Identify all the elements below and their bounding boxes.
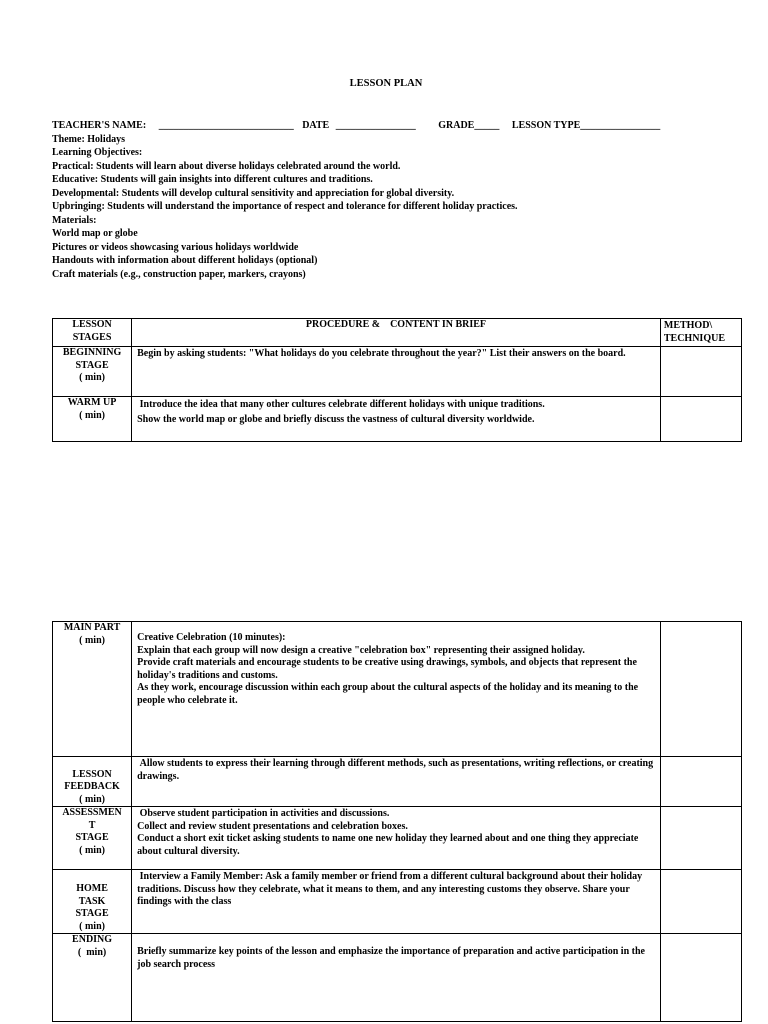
method-cell — [660, 622, 741, 757]
stage-cell: LESSON FEEDBACK ( min) — [53, 757, 132, 807]
stage-cell: ENDING ( min) — [53, 934, 132, 1022]
table-row — [53, 757, 742, 807]
method-cell — [660, 934, 741, 1022]
method-cell — [660, 807, 741, 870]
info-line: Developmental: Students will develop cultural sensitivity and appreciation for global diversity. — [52, 187, 455, 199]
procedure-cell: Interview a Family Member: Ask a family member or friend from a different cultural background about their holiday traditions. Discuss how they celebrate, what it means to them, and any interesting customs they observe. Share your findings with the class — [132, 870, 661, 934]
date-blank: ________________ — [335, 120, 416, 131]
method-cell — [660, 397, 741, 442]
procedure-cell: Creative Celebration (10 minutes): Explain that each group will now design a creative "celebration box" representing their assigned holiday. Provide craft materials and encourage students to be creative using drawings, symbols, and objects that represent the holiday's traditions and customs. As they work, encourage discussion within each group about the cultural aspects of the holiday and its meaning to the people who celebrate it. — [132, 622, 661, 757]
table-row — [53, 622, 742, 757]
stage-cell: BEGINNING STAGE ( min) — [53, 347, 132, 397]
procedure-cell: Introduce the idea that many other cultures celebrate different holidays with unique traditions. Show the world map or globe and briefly discuss the vastness of cultural diversity worldwide. — [132, 397, 661, 442]
header-procedure: PROCEDURE & CONTENT IN BRIEF — [132, 319, 661, 347]
table-header-row — [53, 319, 742, 347]
info-line: Pictures or videos showcasing various holidays worldwide — [52, 241, 299, 253]
table-row — [53, 347, 742, 397]
info-line: Educative: Students will gain insights into different cultures and traditions. — [52, 174, 373, 185]
info-line: Practical: Students will learn about diverse holidays celebrated around the world. — [52, 160, 401, 172]
lesson-info — [52, 120, 752, 282]
teacher-name-blank: ___________________________ — [158, 120, 294, 131]
method-cell — [660, 347, 741, 397]
header-lesson-stages: LESSON STAGES — [53, 319, 132, 347]
table-row — [53, 934, 742, 1022]
header-method: METHOD\ TECHNIQUE — [660, 319, 741, 347]
procedure-cell: Observe student participation in activities and discussions. Collect and review student presentations and celebration boxes. Conduct a short exit ticket asking students to name one new holiday they learned about and one thing they appreciate about cultural diversity. — [132, 807, 661, 870]
info-line: Materials: — [52, 214, 97, 226]
lesson-type-label: LESSON TYPE________________ — [511, 120, 661, 131]
info-line: Theme: Holidays — [52, 133, 126, 145]
stage-cell: WARM UP ( min) — [53, 397, 132, 442]
table-row — [53, 397, 742, 442]
procedure-cell: Allow students to express their learning through different methods, such as presentations, writing reflections, or creating drawings. — [132, 757, 661, 807]
teacher-name-label: TEACHER'S NAME: — [52, 120, 147, 131]
procedure-cell: Briefly summarize key points of the lesson and emphasize the importance of preparation and active participation in the job search process — [132, 934, 661, 1022]
grade-label: GRADE_____ — [438, 120, 500, 131]
document-title: LESSON PLAN — [349, 78, 423, 89]
method-cell — [660, 757, 741, 807]
stage-cell: MAIN PART ( min) — [53, 622, 132, 757]
info-line: Handouts with information about different holidays (optional) — [52, 255, 318, 266]
date-label: DATE — [302, 120, 330, 131]
table-row — [53, 870, 742, 934]
stage-cell: ASSESSMEN T STAGE ( min) — [53, 807, 132, 870]
stage-cell: HOME TASK STAGE ( min) — [53, 870, 132, 934]
info-line: Learning Objectives: — [52, 147, 143, 158]
info-line: Craft materials (e.g., construction paper, markers, crayons) — [52, 268, 306, 280]
info-line: World map or globe — [52, 228, 138, 239]
lesson-table-top — [52, 318, 742, 442]
header-fields — [52, 120, 752, 134]
info-line: Upbringing: Students will understand the importance of respect and tolerance for different holiday practices. — [52, 201, 518, 212]
method-cell — [660, 870, 741, 934]
lesson-table-bottom — [52, 621, 742, 1022]
procedure-cell: Begin by asking students: "What holidays do you celebrate throughout the year?" List their answers on the board. — [132, 347, 661, 397]
table-row — [53, 807, 742, 870]
